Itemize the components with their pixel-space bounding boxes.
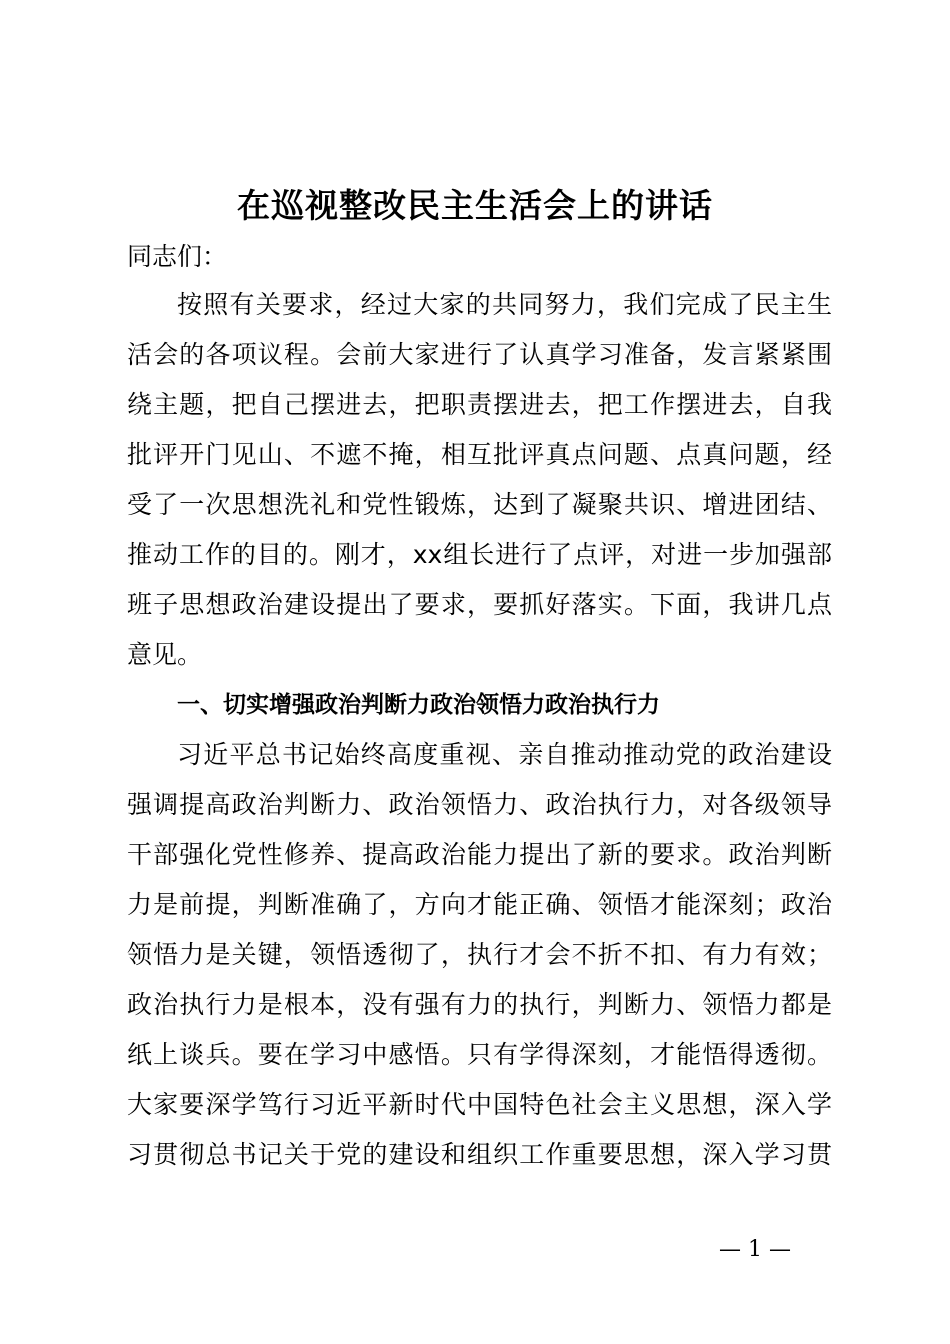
document-title: 在巡视整改民主生活会上的讲话 xyxy=(237,186,713,225)
text-line: 干部强化党性修养、提高政治能力提出了新的要求。政治判断 xyxy=(127,840,832,869)
text-line: 领悟力是关键，领悟透彻了，执行才会不折不扣、有力有效； xyxy=(127,940,832,969)
text-line: 力是前提，判断准确了，方向才能正确、领悟才能深刻；政治 xyxy=(127,890,832,919)
section-1 xyxy=(127,680,832,1180)
section-heading: 一、切实增强政治判断力政治领悟力政治执行力 xyxy=(177,692,660,718)
text-line: 政治执行力是根本，没有强有力的执行，判断力、领悟力都是 xyxy=(127,990,832,1019)
text-line: 班子思想政治建设提出了要求，要抓好落实。下面，我讲几点 xyxy=(127,590,832,619)
page-number: — 1 — xyxy=(719,1237,791,1262)
text-line: 强调提高政治判断力、政治领悟力、政治执行力，对各级领导 xyxy=(127,790,832,819)
text-line: 活会的各项议程。会前大家进行了认真学习准备，发言紧紧围 xyxy=(127,340,832,369)
text-line: 习贯彻总书记关于党的建设和组织工作重要思想，深入学习贯 xyxy=(127,1140,832,1169)
text-line: 受了一次思想洗礼和党性锻炼，达到了凝聚共识、增进团结、 xyxy=(127,490,832,519)
text-line: 按照有关要求，经过大家的共同努力，我们完成了民主生 xyxy=(177,290,832,319)
salutation: 同志们： xyxy=(127,242,228,271)
text-line: 意见。 xyxy=(127,640,203,669)
text-line: 推动工作的目的。刚才，xx组长进行了点评，对进一步加强部 xyxy=(127,540,832,569)
text-line: 绕主题，把自己摆进去，把职责摆进去，把工作摆进去，自我 xyxy=(127,390,832,419)
paragraph-1 xyxy=(127,280,832,680)
text-line: 大家要深学笃行习近平新时代中国特色社会主义思想，深入学 xyxy=(127,1090,832,1119)
text-line: 习近平总书记始终高度重视、亲自推动推动党的政治建设 xyxy=(177,740,832,769)
text-line: 批评开门见山、不遮不掩，相互批评真点问题、点真问题，经 xyxy=(127,440,832,469)
text-line: 纸上谈兵。要在学习中感悟。只有学得深刻，才能悟得透彻。 xyxy=(127,1040,832,1069)
